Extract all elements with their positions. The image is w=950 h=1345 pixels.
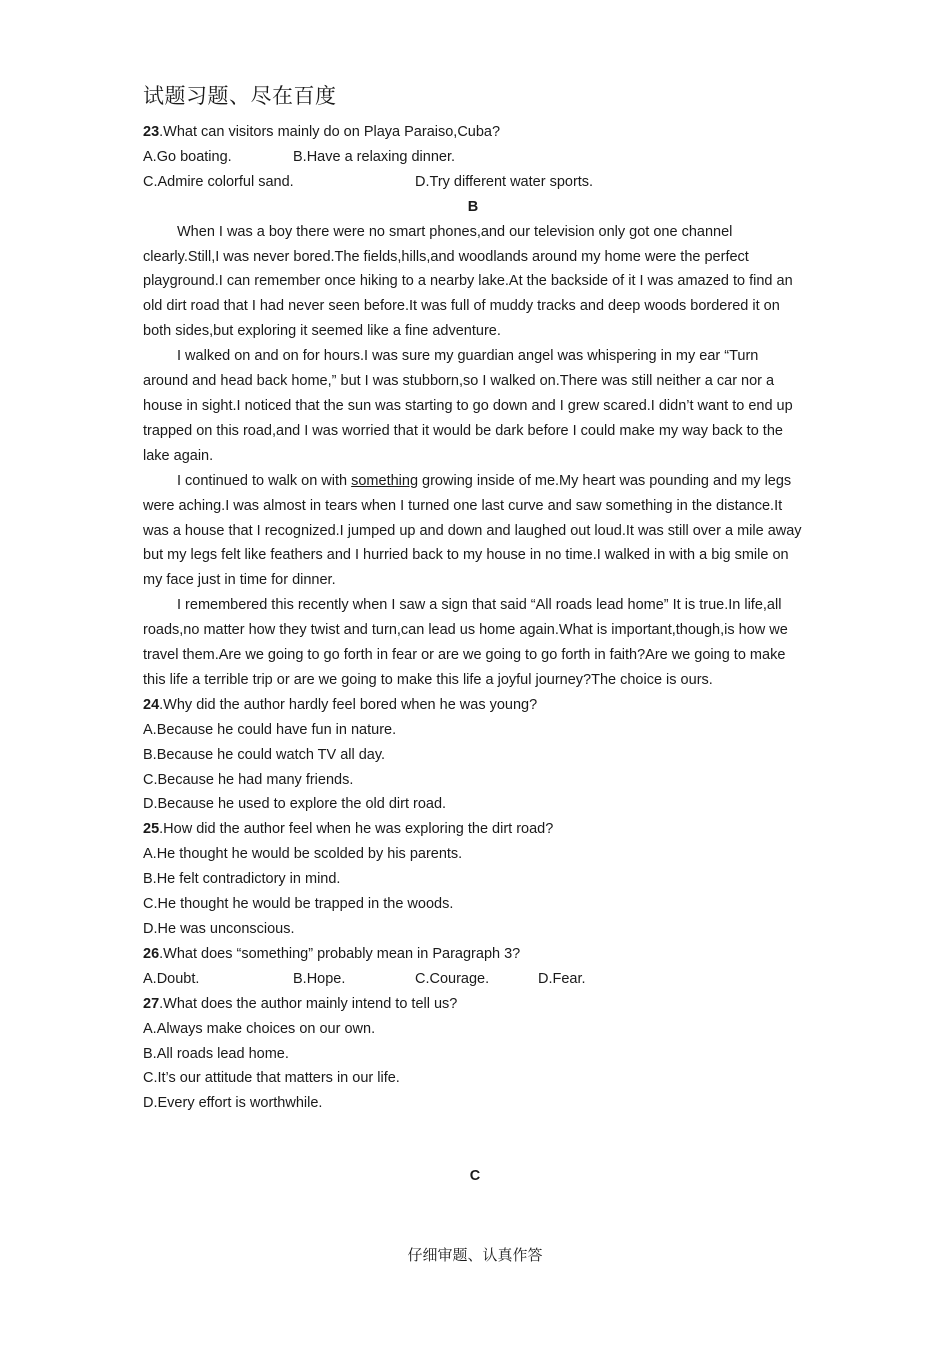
option-a: A.Go boating. xyxy=(143,148,232,165)
options-row xyxy=(143,145,803,170)
options-row xyxy=(143,967,803,992)
question-number: 23 xyxy=(143,124,160,140)
option-d: D.Every effort is worthwhile. xyxy=(143,1095,323,1112)
question-number: 25 xyxy=(143,821,160,838)
question-text: .Why did the author hardly feel bored when he was young? xyxy=(159,696,538,713)
option-d: D.Fear. xyxy=(538,970,586,987)
passage-paragraph-2: I walked on and on for hours.I was sure my guardian angel was whispering in my ear “Turn around and head back home,” but I was stubborn,so I walked on.There was still neither a car nor a house in sight.I noticed that the sun was starting to go down and I grew scared.I didn’t want to end up trapped on this road,and I was worried that it would be dark before I could make my way back to the lake again. xyxy=(143,348,793,464)
question-text: .What can visitors mainly do on Playa Paraiso,Cuba? xyxy=(159,124,501,140)
paragraph-text: growing inside of me.My heart was pounding and my legs were aching.I was almost in tears when I turned one last curve and saw something in the distance.It was a house that I recognized.I jumped up and down and laughed out loud.It was still over a mile away but my legs felt like feathers and I hurried back to my house in no time.I walked in with a big smile on my face just in time for dinner. xyxy=(143,472,802,589)
question-26 xyxy=(143,942,803,967)
option-c: C.Because he had many friends. xyxy=(143,771,354,788)
passage-paragraph-1: When I was a boy there were no smart phones,and our television only got one channel clearly.Still,I was never bored.The fields,hills,and woodlands around my home were the perfect playground.I can remember once hiking to a nearby lake.At the backside of it I was amazed to find an old dirt road that I had never seen before.It was full of muddy tracks and deep woods bordered it on both sides,but exploring it seemed like a fine adventure. xyxy=(143,223,793,340)
option-c: C.It’s our attitude that matters in our life. xyxy=(143,1070,400,1087)
question-text: .What does the author mainly intend to tell us? xyxy=(159,995,458,1012)
option-c: C.He thought he would be trapped in the woods. xyxy=(143,896,454,913)
option-b: B.Hope. xyxy=(293,970,346,987)
underlined-word: something xyxy=(351,472,419,489)
question-25 xyxy=(143,817,803,842)
question-24 xyxy=(143,693,803,718)
section-heading-b: B xyxy=(467,198,479,215)
option-d: D.He was unconscious. xyxy=(143,921,295,937)
document-body xyxy=(143,120,803,1116)
question-23 xyxy=(143,120,803,145)
question-text: .What does “something” probably mean in Paragraph 3? xyxy=(159,945,521,962)
option-a: A.He thought he would be scolded by his parents. xyxy=(143,846,463,863)
section-heading-c: C xyxy=(469,1168,481,1184)
question-text: .How did the author feel when he was exploring the dirt road? xyxy=(159,821,554,838)
option-d: D.Try different water sports. xyxy=(415,173,594,190)
options-row xyxy=(143,170,803,195)
option-b: B.Have a relaxing dinner. xyxy=(293,148,456,165)
option-a: A.Always make choices on our own. xyxy=(143,1020,376,1037)
option-b: B.Because he could watch TV all day. xyxy=(143,746,386,763)
paragraph-text: I continued to walk on with xyxy=(177,472,352,489)
option-b: B.He felt contradictory in mind. xyxy=(143,871,341,888)
question-27 xyxy=(143,992,803,1017)
option-a: A.Doubt. xyxy=(143,970,200,987)
passage-paragraph-4: I remembered this recently when I saw a sign that said “All roads lead home” It is true.In life,all roads,no matter how they twist and turn,can lead us home again.What is important,though,is how we travel them.Are we going to go forth in fear or are we going to go forth in faith?Are we going to make this life a terrible trip or are we going to make this life a joyful journey?The choice is ours. xyxy=(143,597,788,688)
option-c: C.Courage. xyxy=(415,970,490,987)
option-b: B.All roads lead home. xyxy=(143,1045,289,1062)
page-footer: 仔细审题、认真作答 xyxy=(407,1246,543,1264)
question-number: 26 xyxy=(143,945,160,962)
question-number: 24 xyxy=(143,696,160,713)
passage-paragraph-3 xyxy=(143,469,803,594)
page-header: 试题习题、尽在百度 xyxy=(143,84,337,108)
question-number: 27 xyxy=(143,995,160,1012)
option-d: D.Because he used to explore the old dirt road. xyxy=(143,796,447,813)
option-c: C.Admire colorful sand. xyxy=(143,173,294,190)
option-a: A.Because he could have fun in nature. xyxy=(143,721,397,738)
